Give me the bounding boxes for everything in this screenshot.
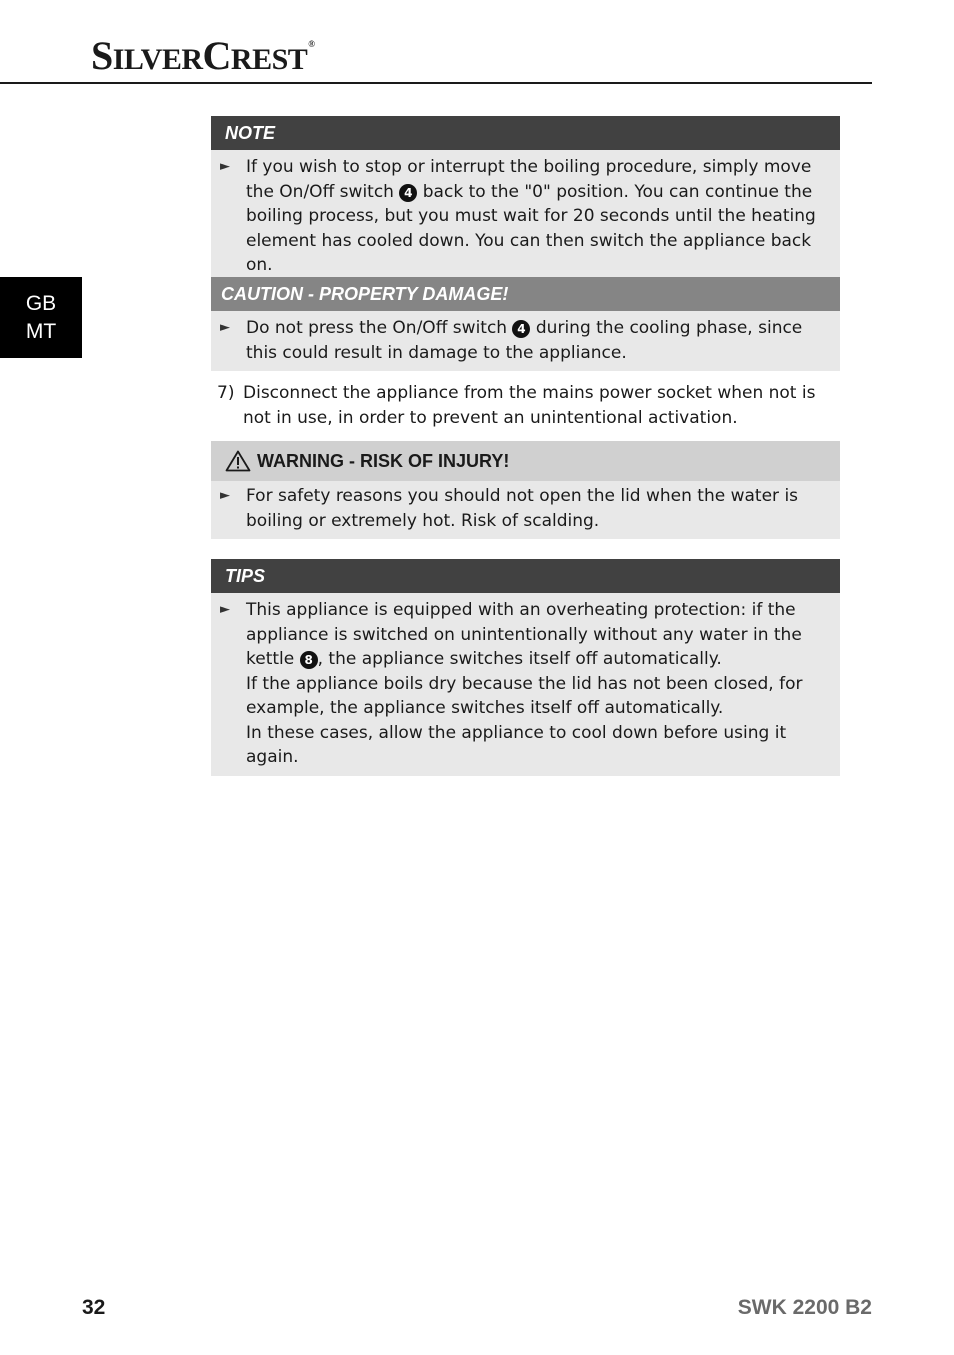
note-title: NOTE xyxy=(211,116,840,150)
step-text: Disconnect the appliance from the mains power socket when not is not in use, in order to prevent an unintentional activation. xyxy=(243,383,816,428)
tips-paragraph-1 xyxy=(246,598,832,672)
logo-text-rest: REST xyxy=(230,43,308,76)
part-number-badge: 8 xyxy=(300,651,318,669)
tips-text-part: This appliance is equipped with an overheating protection: if the appliance is switched on unintentionally without any water in the kettle xyxy=(246,600,802,669)
note-box xyxy=(211,116,840,284)
triangle-right-icon: ► xyxy=(220,602,230,617)
triangle-right-icon: ► xyxy=(220,320,230,335)
list-item xyxy=(220,484,832,533)
list-item xyxy=(220,155,832,278)
warning-text: For safety reasons you should not open the lid when the water is boiling or extremely hot. Risk of scalding. xyxy=(246,486,799,531)
step-number: 7) xyxy=(217,383,235,403)
part-number-badge: 4 xyxy=(399,184,417,202)
language-tab-gb: GB xyxy=(25,291,57,315)
tips-text-part: , the appliance switches itself off automatically. xyxy=(317,649,722,669)
language-tab-mt: MT xyxy=(25,319,57,343)
tips-text xyxy=(246,598,832,770)
registered-mark: ® xyxy=(308,39,315,49)
note-text-part: If you wish to stop or interrupt the boiling procedure, simply move the On/Off switch xyxy=(246,157,812,202)
list-item xyxy=(220,598,832,770)
triangle-right-icon: ► xyxy=(220,159,230,174)
model-number: SWK 2200 B2 xyxy=(737,1296,872,1319)
caution-text-part: Do not press the On/Off switch xyxy=(246,318,513,338)
warning-title: WARNING - RISK OF INJURY! xyxy=(257,450,510,471)
caution-title: CAUTION - PROPERTY DAMAGE! xyxy=(211,277,840,311)
caution-text xyxy=(246,316,832,365)
warning-header xyxy=(211,441,840,481)
step-7 xyxy=(217,381,837,430)
warning-body xyxy=(211,481,840,539)
silvercrest-logo xyxy=(91,33,315,78)
note-text xyxy=(246,155,832,278)
triangle-right-icon: ► xyxy=(220,488,230,503)
logo-letter-c: C xyxy=(202,33,231,78)
caution-body xyxy=(211,311,840,371)
page-number: 32 xyxy=(82,1296,106,1319)
note-body xyxy=(211,150,840,284)
tips-title: TIPS xyxy=(211,559,840,593)
warning-triangle-icon xyxy=(225,450,251,472)
tips-body xyxy=(211,593,840,776)
tips-paragraph-2: If the appliance boils dry because the lid has not been closed, for example, the appliance switches itself off automatically. xyxy=(246,673,803,718)
warning-box xyxy=(211,441,840,539)
caution-text-part: during the cooling phase, since this could result in damage to the appliance. xyxy=(246,318,803,363)
list-item xyxy=(220,316,832,365)
header-divider xyxy=(0,82,872,84)
logo-letter-s: S xyxy=(91,33,113,78)
language-tab xyxy=(0,277,82,358)
note-text-part: back to the "0" position. You can continue the boiling process, but you must wait for 20 seconds until the heating element has cooled down. You can then switch the appliance back on. xyxy=(246,181,816,275)
tips-paragraph-3: In these cases, allow the appliance to cool down before using it again. xyxy=(246,722,787,767)
part-number-badge: 4 xyxy=(512,320,530,338)
tips-box xyxy=(211,559,840,776)
caution-box xyxy=(211,277,840,371)
logo-text-ilver: ILVER xyxy=(112,43,203,76)
